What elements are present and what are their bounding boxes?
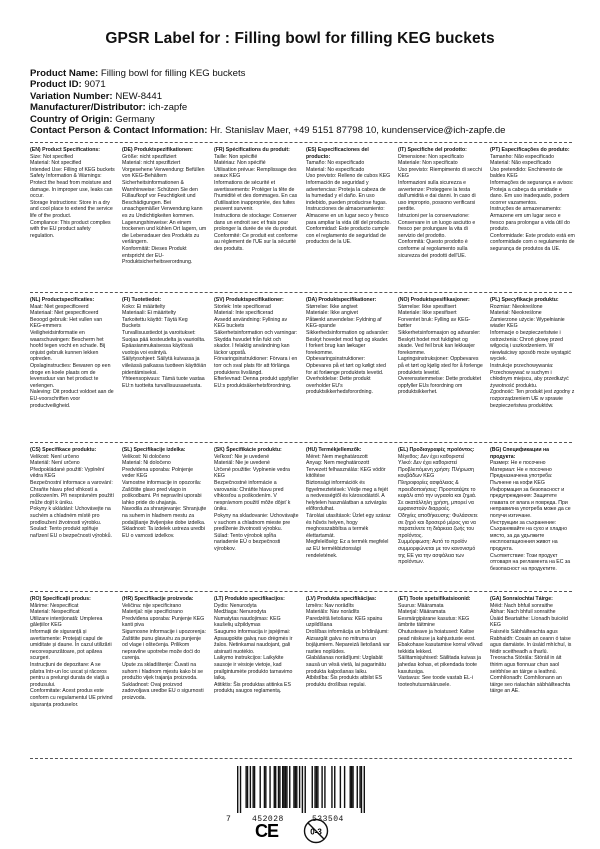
variation-value: NEW-8441 <box>115 90 163 102</box>
barcode-bar <box>305 766 306 813</box>
barcode-bar <box>289 766 290 808</box>
barcode-bar <box>278 766 279 808</box>
spec-column <box>30 447 115 589</box>
spec-column <box>214 297 299 440</box>
barcode-bar <box>314 766 315 808</box>
barcode-bar <box>254 766 255 808</box>
divider <box>30 292 572 293</box>
spec-column <box>30 297 115 440</box>
barcode-bar <box>321 766 322 808</box>
spec-body: Suurus: Määramata Materjal: Määramata Eesmärgipärane kasutus: KEG ämbrite täitmine Ohutusteave ja hoiatused: Kaitse pead niiskuse ja kahjustuste eest. Ebakohase kasutamise korral võivad tekkida lekked. Säilitamisjuhised: Säilitada kuivas ja jahedas kohas, et pikendada toote kasutusiga. Vastavus: See toode vastab EL-i tooteohutusmäärusele. <box>398 602 483 688</box>
spec-column <box>398 147 483 290</box>
spec-heading: (RO) Specificații produs: <box>30 596 91 602</box>
spec-heading: (SV) Produktspecifikationer: <box>214 297 284 303</box>
product-name-row <box>30 68 506 79</box>
origin-label: Country of Origin: <box>30 113 113 125</box>
barcode-bar <box>265 766 266 808</box>
spec-heading: (FI) Tuotetiedot: <box>122 297 162 303</box>
barcode-bar <box>296 766 297 808</box>
barcode-bar <box>285 766 286 808</box>
barcode-bar <box>295 766 296 808</box>
spec-heading: (EN) Product Specifications: <box>30 147 101 153</box>
barcode-bar <box>317 766 318 808</box>
barcode-bar <box>274 766 275 808</box>
spec-body: Izmērs: Nav norādīts Materiāls: Nav norādīts Paredzētā lietošana: KEG spainu uzpildīšana Drošības informācija un brīdinājumi: Aizsargāt galvu no mitruma un bojājumiem. Nepareizā lietošanā var rasties noplūdes. Glabāšanas norādījumi: Uzglabāt sausā un vēsā vietā, lai pagarinātu produkta kalpošanas laiku. Atbilstība: Šis produkts atbilst ES produktu drošības regulai. <box>306 602 390 688</box>
spec-heading: (FR) Spécifications du produit: <box>214 147 290 153</box>
divider <box>30 142 572 143</box>
spec-body: Størrelse: Ikke angivet Materiale: Ikke angivet Påtænkt anvendelse: Fyldning af KEG-spande Sikkerhedsinformation og advarsler: Beskyt hovedet mod fugt og skader. I forkert brug kan lækager forekomme. Opbevaringsinstruktioner: Opbevares på et tørt og køligt sted for at forlænge produktets levetid. Overholdelse: Dette produkt overholder EU's produktsikkerhedsforordning. <box>306 303 389 396</box>
origin-row <box>30 114 506 125</box>
barcode-bar <box>312 766 313 808</box>
contact-label: Contact Person & Contact Information: <box>30 125 208 137</box>
spec-column <box>122 147 207 290</box>
origin-value: Germany <box>115 113 155 125</box>
spec-heading: (DA) Produktspecifikationer: <box>306 297 377 303</box>
spec-heading: (IT) Specifiche del prodotto: <box>398 147 467 153</box>
spec-column <box>398 297 483 440</box>
spec-row-3 <box>30 596 575 756</box>
spec-body: Velikost: Ni določeno Material: Ni določeno Predvidena uporaba: Polnjenje veder KEG Varnostne informacije in opozorila: Zaščitite glavo pred vlago in poškodbami. Pri nepravilni uporabi lahko pride do uhajanja. Navodila za shranjevanje: Shranjujte na suhem in hladnem mestu za podaljšanje življenjske dobe izdelka. Skladnost: Ta izdelek ustreza uredbi EU o varnosti izdelkov. <box>122 453 207 539</box>
spec-body: Dydis: Nenurodyta Medžiaga: Nenurodyta Numatytas naudojimas: KEG kaušelių užpildymas Saugumo informacija ir įspėjimai: Apsaugokite galvą nuo drėgmės ir žalos. Netinkamai naudojant, gali atsirasti nuotėkio. Laikymo instrukcijos: Laikykite sausoje ir vėsioje vietoje, kad prailgintumėte produkto tarnavimo laiką. Atitiktis: Šis produktas atitinka ES produktų saugos reglamentą. <box>214 602 293 695</box>
spec-body: Méret: Nem meghatározott Anyag: Nem meghatározott Tervezett felhasználás: KEG vödör kitöltése Biztonsági információk és figyelmeztetések: Védje meg a fejét a nedvességtől és károsodástól. A helytelen használatban a szivárgás előfordulhat. Tárolási utasítások: Üzlet egy száraz és hűvös helyen, hogy meghosszabbítsa a termék élettartamát. Megfelelőség: Ez a termék megfelel az EU termékbiztonsági rendeletének. <box>306 453 391 559</box>
spec-body: Maat: Niet gespecificeerd Materiaal: Niet gespecificeerd Beoogd gebruik: Het vullen van KEG-emmers Veiligheidsinformatie en waarschuwingen: Bescherm het hoofd tegen vocht en schade. Bij onjuist gebruik kunnen lekken optreden. Opslaginstructies: Bewaren op een droge en koele plaats om de levensduur van het product te verlengen. Naleving: Dit product voldoet aan de EU-voorschriften voor productveiligheid. <box>30 303 114 409</box>
barcode-digits-left: 452028 <box>252 815 284 824</box>
spec-body: Size: Not specified Material: Not specified Intended Use: Filling of KEG buckets Safety Information & Warnings: Protect the head from moisture and damage. In improper use, leaks can occur. Storage Instructions: Store in a dry and cool place to extend the service life of the product. Compliance: This product complies with the EU product safety regulation. <box>30 153 115 239</box>
barcode-bar <box>350 766 351 808</box>
barcode-bar <box>299 766 300 808</box>
barcode-bar <box>269 766 270 808</box>
spec-row-0 <box>30 147 575 290</box>
spec-column <box>214 447 299 589</box>
spec-body: Tamaño: No especificado Material: No especificado Uso previsto: Relleno de cubos KEG Información de seguridad y advertencias: Proteja la cabeza de la humedad y el daño. En uso indebido, pueden producirse fugas. Instrucciones de almacenamiento: Almacene en un lugar seco y fresco para ampliar la vida útil del producto. Conformidad: Este producto cumple con el reglamento de seguridad de productos de la UE. <box>306 160 391 246</box>
spec-heading: (PL) Specyfikacje produktu: <box>490 297 559 303</box>
barcode-bar <box>279 766 280 808</box>
spec-heading: (HU) Termékjellemzők: <box>306 447 362 453</box>
divider <box>30 758 572 759</box>
spec-column <box>490 447 575 589</box>
product-name-value: Filling bowl for filling KEG buckets <box>100 68 246 79</box>
barcode-bar <box>237 766 238 813</box>
spec-body: Μέγεθος: Δεν έχει καθοριστεί Υλικό: Δεν έχει καθοριστεί Προβλεπόμενη χρήση: Πλήρωση κουβάδων KEG Πληροφορίες ασφάλειας & προειδοποιήσεις: Προστατέψτε το κεφάλι από την υγρασία και ζημιά. Σε ακατάλληλη χρήση, μπορεί να εμφανιστούν διαρροές. Οδηγίες αποθήκευσης: Φυλάσσετε σε ξηρό και δροσερό μέρος για να παρατείνετε τη διάρκεια ζωής του προϊόντος. Συμμόρφωση: Αυτό το προϊόν συμμορφώνεται με τον κανονισμό της ΕΕ για την ασφάλεια των προϊόντων. <box>398 453 478 566</box>
spec-heading: (EL) Προδιαγραφές προϊόντος: <box>398 447 475 453</box>
barcode-bar <box>361 766 362 813</box>
spec-heading: (BG) Спецификации на продукта: <box>490 447 550 460</box>
spec-body: Rozmiar: Nieokreślone Materiał: Nieokreślone Zamierzone użycie: Wypełnianie wiader KEG Informacje o bezpieczeństwie i ostrzeżenia: Chroń głowę przed wilgocią i uszkodzeniem. W niewłaściwy sposób może wystąpić wyciek. Instrukcje przechowywania: Przechowywać w suchym i chłodnym miejscu, aby przedłużyć żywotność produktu. Zgodność: Ten produkt jest zgodny z rozporządzeniem UE w sprawie bezpieczeństwa produktów. <box>490 303 575 409</box>
spec-body: Mărime: Nespecificat Material: Nespecificat Utilizare intenționată: Umplerea gălețiilor KEG Informații de siguranță și avertismente: Protejați capul de umiditate și daune. În cazul utilizării necorespunzătoare, pot apărea scurgeri. Instrucțiuni de depozitare: A se păstra într-un loc uscat și răcoros pentru a prelungi durata de viață a produsului. Conformitate: Acest produs este conform cu regulamentul UE privind siguranța produselor. <box>30 602 113 708</box>
barcode-bar <box>252 766 253 808</box>
barcode-bar <box>293 766 294 808</box>
spec-column <box>306 147 391 290</box>
barcode-bar <box>352 766 353 808</box>
barcode-bar <box>250 766 251 808</box>
spec-heading: (LT) Produkto specifikacijos: <box>214 596 285 602</box>
spec-body: Veličina: nije specificirano Materijal: nije specificirano Predviđena uporaba: Punjenje KEG kanti piva Sigurnosne informacije i upozorenja: Zaštitite punu glavu/ru za punjenje od vlage i oštećenja. Prilikom nepravilne upotrebe može doći do curenja. Upute za skladištenje: Čuvati na suhom i hladnom mjestu kako bi se produžio vijek trajanja proizvoda. Sukladnost: Ovaj proizvod zadovoljava uredbe EU o sigurnosti proizvoda. <box>122 602 206 701</box>
barcode-bar <box>240 766 241 813</box>
spec-body: Storlek: Inte specificerad Material: Inte specificerad Avsedd användning: Fyllning av KEG buckets Säkerhetsinformation och varningar: Skydda huvudet från fukt och skador. I felaktig användning kan läckor uppstå. Förvaringsinstruktioner: Förvara i en torr och sval plats för att förlänga produktens livslängd. Efterlevnad: Denna produkt uppfyller EU:s produktsäkerhetsförordning. <box>214 303 299 389</box>
spec-heading: (CS) Specifikace produktu: <box>30 447 97 453</box>
barcode-bar <box>260 766 261 808</box>
spec-body: Taille: Non spécifié Matériau: Non spécifié Utilisation prévue: Remplissage des seaux KEG Informations de sécurité et avertissements: Protéger la tête de l'humidité et des dommages. En cas d'utilisation inappropriée, des fuites peuvent survenir. Instructions de stockage: Conserver dans un endroit sec et frais pour prolonger la durée de vie du produit. Conformité: Ce produit est conforme au règlement de l'UE sur la sécurité des produits. <box>214 153 298 252</box>
barcode-bar <box>359 766 360 808</box>
spec-heading: (PT) Especificações do produto: <box>490 147 570 153</box>
spec-heading: (SK) Špecifikácie produktu: <box>214 447 282 453</box>
spec-heading: (GA) Sonraíochtaí Táirge: <box>490 596 553 602</box>
spec-heading: (NL) Productspecificaties: <box>30 297 95 303</box>
page-title: GPSR Label for : Filling bowl for filling KEG buckets <box>105 30 495 47</box>
spec-body: Koko: Ei määritelty Materiaali: Ei määritelty Tarkoitettu käyttö: Täytä Keg Buckets Turvallisuustiedot ja varoitukset: Suojaa pää kosteudelta ja vaurioilta. Epäasianmukaisessa käytössä vuotoja voi esiintyä. Säilytysohjeet: Säilytä kuivassa ja viileässä paikassa tuotteen käyttöiän pidentämiseksi. Yhteensopivuus: Tämä tuote vastaa EU:n tuotteita turvallisuusasetusta. <box>122 303 207 389</box>
spec-body: Méid: Nach bhfuil sonraithe Ábhar: Nach bhfuil sonraithe Úsáid Beartaithe: Líonadh buicéid KEG Faisnéis Sábháilteachta agus Rabhaidh: Cosain an ceann ó taise agus damáiste. In úsáid mhíchuí, is féidir sceitheadh a tharlú. Treoracha Stórála: Stóráil in áit thirim agus fionnuar chun saol seirbhíse an táirge a leathnú. Comhlíonadh: Comhlíonann an táirge seo rialachán sábháilteachta táirge an AE. <box>490 602 572 695</box>
barcode-bar <box>334 766 335 808</box>
spec-row-2 <box>30 447 575 589</box>
barcode-bar <box>344 766 345 808</box>
svg-text:C: C <box>255 821 268 841</box>
product-name-label: Product Name: <box>30 68 99 79</box>
barcode-bar <box>331 766 332 808</box>
spec-column <box>306 297 391 440</box>
spec-column <box>306 596 391 756</box>
manufacturer-value: ich-zapfe <box>148 102 188 114</box>
spec-column <box>490 596 575 756</box>
barcode-bar <box>245 766 246 808</box>
barcode-bar <box>364 766 365 813</box>
spec-body: Größe: nicht spezifiziert Material: nicht spezifiziert Vorgesehene Verwendung: Befüllen von KEG-Behältern Sicherheitsinformationen & Warnhinweise: Schützen Sie den Füllaufkopf vor Feuchtigkeit und Beschädigungen. Bei unsachgemäßer Verwendung kann es zu Undichtigkeiten kommen. Lagerungshinweise: An einem trockenen und kühlen Ort lagern, um die Lebensdauer des Produkts zu verlängern. Konformität: Dieses Produkt entspricht der EU-Produktsicherheitsverordnung. <box>122 153 207 266</box>
barcode-bar <box>247 766 248 808</box>
spec-heading: (NO) Produktspesifikasjoner: <box>398 297 470 303</box>
variation-row <box>30 91 506 102</box>
product-info <box>30 68 506 136</box>
spec-body: Tamanho: Não especificado Material: Não especificado Uso pretendido: Enchimento de baldes KEG Informações de segurança e avisos: Proteja a cabeça da umidade e dano. Em uso inadequado, podem ocorrer vazamentos. Instruções de armazenamento: Armazene em um lugar seco e fresco para prolongar a vida útil do produto. Conformidade: Este produto está em conformidade com o regulamento de segurança de produtos da UE. <box>490 153 575 252</box>
product-id-row <box>30 79 506 90</box>
spec-column <box>490 297 575 440</box>
contact-row <box>30 125 506 136</box>
spec-column <box>122 596 207 756</box>
spec-column <box>490 147 575 290</box>
spec-column <box>214 596 299 756</box>
spec-column <box>122 297 207 440</box>
age-text: 0-3 <box>310 827 322 837</box>
spec-body: Velikost: Není určeno Materiál: Není určeno Předpokládané použití: Vyplnění vědra KEG Bezpečnostní informace a varování: Chraňte hlavu před vlhkostí a poškozením. Při nesprávném použití může dojít k úniku. Pokyny k ukládání: Uchovávejte na suchém a chladném místě pro prodloužení životnosti výrobku. Soulad: Tento produkt splňuje nařízení EU o bezpečnosti výrobků. <box>30 453 114 539</box>
spec-column <box>30 147 115 290</box>
spec-heading: (HR) Specifikacije proizvoda: <box>122 596 194 602</box>
barcode-bar <box>316 766 317 808</box>
spec-body: Размер: Не е посочено Материал: Не е посочено Предназначена употреба: Пълнене на кофи KEG Информация за безопасност и предупреждения: Защитете главата от влага и повреда. При неправилна употреба може да се получи изтичане. Инструкции за съхранение: Съхранявайте на сухо и хладно място, за да удължите експлоатационния живот на продукта. Съответствие: Този продукт отговаря на регламента на ЕС за безопасност на продуктите. <box>490 460 571 572</box>
spec-heading: (ET) Toote spetsifikatsioonid: <box>398 596 471 602</box>
barcode-bar <box>302 766 303 813</box>
divider <box>30 591 572 592</box>
spec-heading: (SL) Specifikacije izdelka: <box>122 447 186 453</box>
product-id-value: 9071 <box>84 79 106 91</box>
barcode-bar <box>264 766 265 808</box>
barcode-bar <box>324 766 325 808</box>
spec-body: Dimensione: Non specificato Materiale: Non specificato Uso previsto: Riempimento di secchi KEG Informazioni sulla sicurezza e avvertenze: Proteggere la testa dall'umidità e dai danni. In caso di uso improprio, possono verificarsi perdite. Istruzioni per la conservazione: Conservare in un luogo asciutto e fresco per prolungare la vita di servizio del prodotto. Conformità: Questo prodotto è conforme al regolamento sulla sicurezza dei prodotti dell'UE. <box>398 153 482 259</box>
variation-label: Variation Number: <box>30 90 113 102</box>
spec-column <box>214 147 299 290</box>
divider <box>30 442 572 443</box>
spec-heading: (DE) Produktspezifikationen: <box>122 147 193 153</box>
spec-heading: (ES) Especificaciones del producto: <box>306 147 369 160</box>
age-warning-icon <box>303 818 329 844</box>
spec-body: Veľkosť: Nie je uvedené Materiál: Nie je uvedené Určené použitie: Vyplnenie vedra KEG Bezpečnostné informácie a varovania: Chráňte hlavu pred vlhkosťou a poškodením. V nesprávnom použití môže dôjsť k úniku. Pokyny na skladovanie: Uchovávajte v suchom a chladnom mieste pre predĺženie životnosti výrobku. Súlad: Tento výrobok spĺňa nariadenie EÚ o bezpečnosti výrobkov. <box>214 453 299 552</box>
spec-column <box>306 447 391 589</box>
barcode-bar <box>286 766 287 808</box>
ean-barcode <box>234 766 368 813</box>
spec-heading: (LV) Produkta specifikācijas: <box>306 596 377 602</box>
barcode-bar <box>357 766 358 808</box>
contact-value: Hr. Stanislav Maer, +49 5151 87798 10, kundenservice@ich-zapfe.de <box>210 125 506 137</box>
spec-body: Størrelse: Ikke spesifisert Materiale: Ikke spesifisert Forventet bruk: Fylling av KEG-bøtter Sikkerhetsinformasjon og advarsler: Beskytt hodet mot fuktighet og skade. Ved feil bruk kan lekkasjer forekomme. Lagringsinstruksjoner: Oppbevares på et tørt og kjølig sted for å forlenge produktets levetid. Overensstemmelse: Dette produktet oppfyller EUs forordning om produktsikkerhet. <box>398 303 483 396</box>
barcode-bar <box>282 766 283 808</box>
product-id-label: Product ID: <box>30 79 82 91</box>
spec-column <box>30 596 115 756</box>
barcode-bar <box>283 766 284 808</box>
svg-text:E: E <box>267 821 280 841</box>
spec-row-1 <box>30 297 575 440</box>
spec-column <box>398 447 483 589</box>
spec-column <box>398 596 483 756</box>
barcode-bar <box>340 766 341 808</box>
barcode-bar <box>351 766 352 808</box>
barcode-bar <box>275 766 276 808</box>
spec-column <box>122 447 207 589</box>
barcode-digits-right: 533504 <box>312 815 344 824</box>
manufacturer-label: Manufacturer/Distributor: <box>30 102 146 114</box>
manufacturer-row <box>30 102 506 113</box>
barcode-digit-lead: 7 <box>226 815 232 824</box>
